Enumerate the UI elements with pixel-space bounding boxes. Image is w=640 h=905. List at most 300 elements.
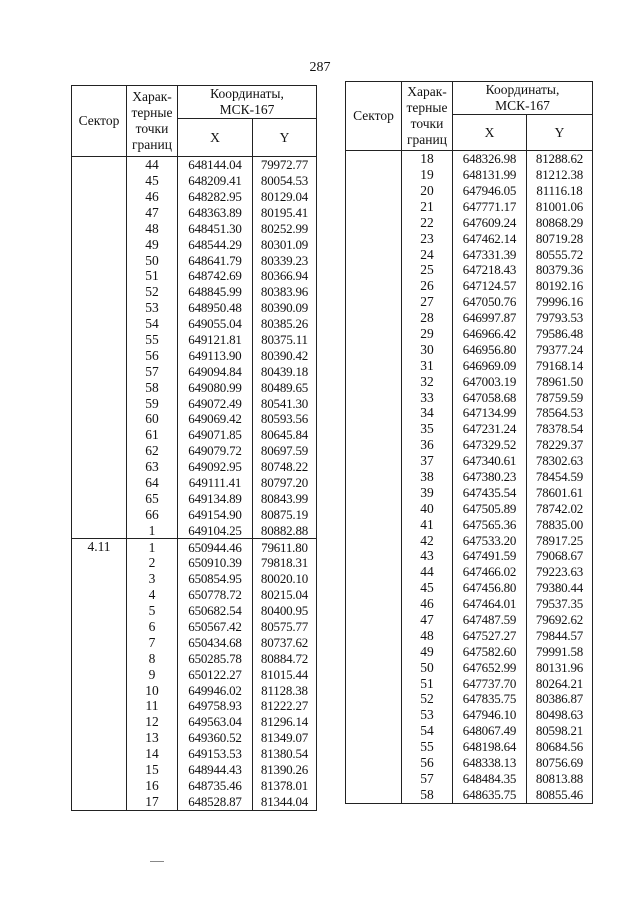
sector-cell: [346, 612, 402, 628]
x-cell: 648363.89: [178, 205, 253, 221]
table-row: [72, 762, 317, 778]
point-cell: 10: [127, 682, 178, 698]
y-cell: 80131.96: [527, 660, 593, 676]
y-cell: 78564.53: [527, 405, 593, 421]
table-row: [346, 421, 593, 437]
point-cell: 53: [402, 707, 453, 723]
sector-cell: [346, 707, 402, 723]
point-cell: 19: [402, 167, 453, 183]
point-cell: 15: [127, 762, 178, 778]
x-cell: 647231.24: [453, 421, 527, 437]
y-cell: 79537.35: [527, 596, 593, 612]
table-row: [346, 262, 593, 278]
y-cell: 80192.16: [527, 278, 593, 294]
x-cell: 647050.76: [453, 294, 527, 310]
point-cell: 56: [402, 755, 453, 771]
table-row: [346, 405, 593, 421]
point-cell: 34: [402, 405, 453, 421]
x-cell: 647771.17: [453, 199, 527, 215]
table-row: [346, 501, 593, 517]
x-cell: 650944.46: [178, 539, 253, 555]
coordinates-table-right: [345, 81, 593, 804]
point-cell: 13: [127, 730, 178, 746]
x-cell: 647329.52: [453, 437, 527, 453]
table-row: [72, 603, 317, 619]
y-cell: 80301.09: [253, 236, 317, 252]
point-cell: 36: [402, 437, 453, 453]
x-cell: 647380.23: [453, 469, 527, 485]
point-cell: 57: [127, 364, 178, 380]
x-cell: 650854.95: [178, 571, 253, 587]
x-cell: 647464.01: [453, 596, 527, 612]
point-cell: 58: [402, 787, 453, 803]
table-row: [72, 316, 317, 332]
table-row: [72, 619, 317, 635]
point-cell: 3: [127, 571, 178, 587]
point-cell: 8: [127, 651, 178, 667]
x-cell: 647737.70: [453, 675, 527, 691]
x-cell: 647835.75: [453, 691, 527, 707]
y-cell: 78601.61: [527, 485, 593, 501]
x-cell: 648209.41: [178, 173, 253, 189]
y-cell: 80489.65: [253, 379, 317, 395]
header-sector: Сектор: [72, 86, 127, 157]
sector-cell: [346, 485, 402, 501]
y-cell: 78961.50: [527, 373, 593, 389]
x-cell: 648067.49: [453, 723, 527, 739]
sector-cell: [72, 522, 127, 538]
sector-cell: [346, 723, 402, 739]
x-cell: 648282.95: [178, 189, 253, 205]
table-row: [72, 522, 317, 538]
y-cell: 80697.59: [253, 443, 317, 459]
x-cell: 646966.42: [453, 326, 527, 342]
y-cell: 80215.04: [253, 587, 317, 603]
sector-cell: [346, 373, 402, 389]
y-cell: 79991.58: [527, 644, 593, 660]
sector-cell: 4.11: [72, 539, 127, 555]
table-row: [346, 151, 593, 167]
table-row: [346, 199, 593, 215]
point-cell: 47: [127, 205, 178, 221]
x-cell: 650122.27: [178, 667, 253, 683]
point-cell: 31: [402, 358, 453, 374]
table-row: [346, 342, 593, 358]
sector-cell: [346, 739, 402, 755]
x-cell: 647491.59: [453, 548, 527, 564]
y-cell: 79818.31: [253, 555, 317, 571]
y-cell: 78378.54: [527, 421, 593, 437]
y-cell: 81390.26: [253, 762, 317, 778]
sector-cell: [346, 787, 402, 803]
sector-cell: [346, 755, 402, 771]
point-cell: 32: [402, 373, 453, 389]
y-cell: 80252.99: [253, 221, 317, 237]
x-cell: 649071.85: [178, 427, 253, 443]
y-cell: 80813.88: [527, 771, 593, 787]
table-row: [72, 205, 317, 221]
x-cell: 647946.10: [453, 707, 527, 723]
point-cell: 1: [127, 539, 178, 555]
table-row: [72, 746, 317, 762]
point-cell: 58: [127, 379, 178, 395]
point-cell: 22: [402, 215, 453, 231]
y-cell: 81296.14: [253, 714, 317, 730]
x-cell: 647058.68: [453, 389, 527, 405]
sector-cell: [72, 587, 127, 603]
x-cell: 648144.04: [178, 157, 253, 173]
point-cell: 40: [402, 501, 453, 517]
sector-cell: [72, 619, 127, 635]
x-cell: 650434.68: [178, 635, 253, 651]
point-cell: 51: [127, 268, 178, 284]
sector-cell: [346, 628, 402, 644]
y-cell: 78742.02: [527, 501, 593, 517]
y-cell: 80748.22: [253, 459, 317, 475]
y-cell: 80684.56: [527, 739, 593, 755]
y-cell: 78835.00: [527, 516, 593, 532]
x-cell: 649153.53: [178, 746, 253, 762]
point-cell: 39: [402, 485, 453, 501]
y-cell: 81212.38: [527, 167, 593, 183]
x-cell: 649113.90: [178, 348, 253, 364]
table-row: [346, 453, 593, 469]
sector-cell: [72, 635, 127, 651]
x-cell: 649072.49: [178, 395, 253, 411]
table-row: [72, 173, 317, 189]
sector-cell: [346, 262, 402, 278]
table-row: [346, 294, 593, 310]
sector-cell: [346, 246, 402, 262]
table-row: [72, 651, 317, 667]
point-cell: 52: [402, 691, 453, 707]
x-cell: 649360.52: [178, 730, 253, 746]
point-cell: 26: [402, 278, 453, 294]
y-cell: 80882.88: [253, 522, 317, 538]
y-cell: 78454.59: [527, 469, 593, 485]
y-cell: 81378.01: [253, 778, 317, 794]
point-cell: 65: [127, 491, 178, 507]
sector-cell: [346, 532, 402, 548]
x-cell: 647435.54: [453, 485, 527, 501]
table-row: [72, 459, 317, 475]
x-cell: 649079.72: [178, 443, 253, 459]
x-cell: 648742.69: [178, 268, 253, 284]
sector-cell: [346, 516, 402, 532]
table-row: [72, 714, 317, 730]
y-cell: 79068.67: [527, 548, 593, 564]
sector-cell: [72, 236, 127, 252]
y-cell: 80375.11: [253, 332, 317, 348]
y-cell: 79611.80: [253, 539, 317, 555]
table-row: [346, 707, 593, 723]
point-cell: 46: [127, 189, 178, 205]
y-cell: 80598.21: [527, 723, 593, 739]
point-cell: 4: [127, 587, 178, 603]
x-cell: 648326.98: [453, 151, 527, 167]
table-row: [72, 698, 317, 714]
x-cell: 648735.46: [178, 778, 253, 794]
y-cell: 80756.69: [527, 755, 593, 771]
table-row: [72, 300, 317, 316]
sector-cell: [346, 580, 402, 596]
y-cell: 80884.72: [253, 651, 317, 667]
x-cell: 648528.87: [178, 794, 253, 810]
y-cell: 78759.59: [527, 389, 593, 405]
x-cell: 649080.99: [178, 379, 253, 395]
x-cell: 648451.30: [178, 221, 253, 237]
y-cell: 81349.07: [253, 730, 317, 746]
sector-cell: [346, 644, 402, 660]
x-cell: 648131.99: [453, 167, 527, 183]
point-cell: 66: [127, 507, 178, 523]
table-row: [346, 373, 593, 389]
point-cell: 44: [402, 564, 453, 580]
table-row: [346, 644, 593, 660]
table-row: [346, 739, 593, 755]
table-row: [346, 358, 593, 374]
table-row: [346, 437, 593, 453]
y-cell: 80385.26: [253, 316, 317, 332]
y-cell: 80541.30: [253, 395, 317, 411]
y-cell: 80719.28: [527, 230, 593, 246]
table-row: [72, 667, 317, 683]
table-row: [72, 236, 317, 252]
sector-cell: [72, 221, 127, 237]
sector-cell: [346, 548, 402, 564]
x-cell: 647003.19: [453, 373, 527, 389]
table-row: [346, 532, 593, 548]
table-row: [72, 635, 317, 651]
x-cell: 647340.61: [453, 453, 527, 469]
y-cell: 80386.87: [527, 691, 593, 707]
sector-cell: [346, 278, 402, 294]
table-row: [346, 675, 593, 691]
table-row: [346, 660, 593, 676]
x-cell: 647946.05: [453, 183, 527, 199]
table-row: [346, 230, 593, 246]
table-row: [72, 682, 317, 698]
table-row: [72, 427, 317, 443]
y-cell: 80390.09: [253, 300, 317, 316]
x-cell: 647527.27: [453, 628, 527, 644]
sector-cell: [346, 342, 402, 358]
x-cell: 647565.36: [453, 516, 527, 532]
header-points: Харак- терные точки границ: [402, 82, 453, 151]
sector-cell: [72, 651, 127, 667]
point-cell: 50: [402, 660, 453, 676]
x-cell: 649758.93: [178, 698, 253, 714]
x-cell: 649104.25: [178, 522, 253, 538]
sector-cell: [72, 395, 127, 411]
table-row: [346, 691, 593, 707]
point-cell: 18: [402, 151, 453, 167]
point-cell: 17: [127, 794, 178, 810]
table-row: [72, 587, 317, 603]
table-row: [72, 221, 317, 237]
sector-cell: [346, 564, 402, 580]
table-row: [346, 548, 593, 564]
x-cell: 648641.79: [178, 252, 253, 268]
sector-cell: [72, 571, 127, 587]
sector-cell: [346, 167, 402, 183]
x-cell: 647331.39: [453, 246, 527, 262]
table-row: [72, 730, 317, 746]
x-cell: 649121.81: [178, 332, 253, 348]
point-cell: 42: [402, 532, 453, 548]
point-cell: 23: [402, 230, 453, 246]
coordinates-table-left: [71, 85, 317, 811]
sector-cell: [346, 199, 402, 215]
sector-cell: [346, 453, 402, 469]
x-cell: 646956.80: [453, 342, 527, 358]
x-cell: 647609.24: [453, 215, 527, 231]
point-cell: 60: [127, 411, 178, 427]
sector-cell: [72, 205, 127, 221]
sector-cell: [72, 284, 127, 300]
table-row: [346, 596, 593, 612]
point-cell: 53: [127, 300, 178, 316]
sector-cell: [72, 555, 127, 571]
table-row: [346, 612, 593, 628]
point-cell: 51: [402, 675, 453, 691]
x-cell: 648198.64: [453, 739, 527, 755]
table-row: [72, 395, 317, 411]
sector-cell: [72, 762, 127, 778]
sector-cell: [346, 215, 402, 231]
y-cell: 80390.42: [253, 348, 317, 364]
table-row: [346, 215, 593, 231]
x-cell: 647652.99: [453, 660, 527, 676]
x-cell: 649094.84: [178, 364, 253, 380]
sector-cell: [346, 358, 402, 374]
sector-cell: [72, 268, 127, 284]
y-cell: 81222.27: [253, 698, 317, 714]
header-x: X: [178, 119, 253, 157]
sector-cell: [72, 252, 127, 268]
table-row: [346, 469, 593, 485]
point-cell: 55: [127, 332, 178, 348]
table-row: [72, 332, 317, 348]
y-cell: 78229.37: [527, 437, 593, 453]
sector-cell: [72, 682, 127, 698]
sector-cell: [72, 459, 127, 475]
sector-cell: [346, 437, 402, 453]
x-cell: 648544.29: [178, 236, 253, 252]
header-coords: Координаты, МСК-167: [453, 82, 593, 115]
y-cell: 79692.62: [527, 612, 593, 628]
table-row: [72, 157, 317, 173]
y-cell: 80400.95: [253, 603, 317, 619]
table-row: [72, 411, 317, 427]
sector-cell: [72, 698, 127, 714]
point-cell: 49: [402, 644, 453, 660]
x-cell: 649563.04: [178, 714, 253, 730]
x-cell: 649111.41: [178, 475, 253, 491]
header-y: Y: [253, 119, 317, 157]
y-cell: 81288.62: [527, 151, 593, 167]
table-row: [346, 564, 593, 580]
point-cell: 49: [127, 236, 178, 252]
table-row: [346, 389, 593, 405]
table-row: [346, 310, 593, 326]
sector-cell: [346, 326, 402, 342]
x-cell: 649092.95: [178, 459, 253, 475]
point-cell: 6: [127, 619, 178, 635]
sector-cell: [346, 183, 402, 199]
point-cell: 45: [127, 173, 178, 189]
sector-cell: [72, 379, 127, 395]
sector-cell: [72, 778, 127, 794]
point-cell: 27: [402, 294, 453, 310]
sector-cell: [72, 189, 127, 205]
sector-cell: [72, 730, 127, 746]
y-cell: 79972.77: [253, 157, 317, 173]
sector-cell: [346, 389, 402, 405]
table-row: [72, 284, 317, 300]
table-row: [346, 278, 593, 294]
y-cell: 80383.96: [253, 284, 317, 300]
x-cell: 647505.89: [453, 501, 527, 517]
point-cell: 1: [127, 522, 178, 538]
x-cell: 650567.42: [178, 619, 253, 635]
y-cell: 80129.04: [253, 189, 317, 205]
sector-cell: [72, 427, 127, 443]
sector-cell: [72, 300, 127, 316]
point-cell: 48: [127, 221, 178, 237]
x-cell: 648950.48: [178, 300, 253, 316]
sector-cell: [72, 332, 127, 348]
x-cell: 649154.90: [178, 507, 253, 523]
x-cell: 648338.13: [453, 755, 527, 771]
sector-cell: [346, 421, 402, 437]
point-cell: 7: [127, 635, 178, 651]
table-row: [346, 723, 593, 739]
y-cell: 78917.25: [527, 532, 593, 548]
table-row: [346, 326, 593, 342]
y-cell: 80054.53: [253, 173, 317, 189]
point-cell: 61: [127, 427, 178, 443]
x-cell: 646997.87: [453, 310, 527, 326]
table-row: [72, 491, 317, 507]
y-cell: 80593.56: [253, 411, 317, 427]
point-cell: 47: [402, 612, 453, 628]
footer-mark: [150, 861, 164, 862]
sector-cell: [72, 507, 127, 523]
point-cell: 29: [402, 326, 453, 342]
point-cell: 38: [402, 469, 453, 485]
x-cell: 647487.59: [453, 612, 527, 628]
x-cell: 647124.57: [453, 278, 527, 294]
sector-cell: [72, 475, 127, 491]
header-x: X: [453, 115, 527, 151]
point-cell: 37: [402, 453, 453, 469]
point-cell: 63: [127, 459, 178, 475]
x-cell: 650910.39: [178, 555, 253, 571]
y-cell: 80645.84: [253, 427, 317, 443]
x-cell: 647456.80: [453, 580, 527, 596]
y-cell: 79793.53: [527, 310, 593, 326]
table-row: [72, 539, 317, 555]
y-cell: 79586.48: [527, 326, 593, 342]
sector-cell: [72, 364, 127, 380]
sector-cell: [346, 660, 402, 676]
point-cell: 43: [402, 548, 453, 564]
point-cell: 62: [127, 443, 178, 459]
point-cell: 54: [127, 316, 178, 332]
sector-cell: [346, 596, 402, 612]
x-cell: 649946.02: [178, 682, 253, 698]
